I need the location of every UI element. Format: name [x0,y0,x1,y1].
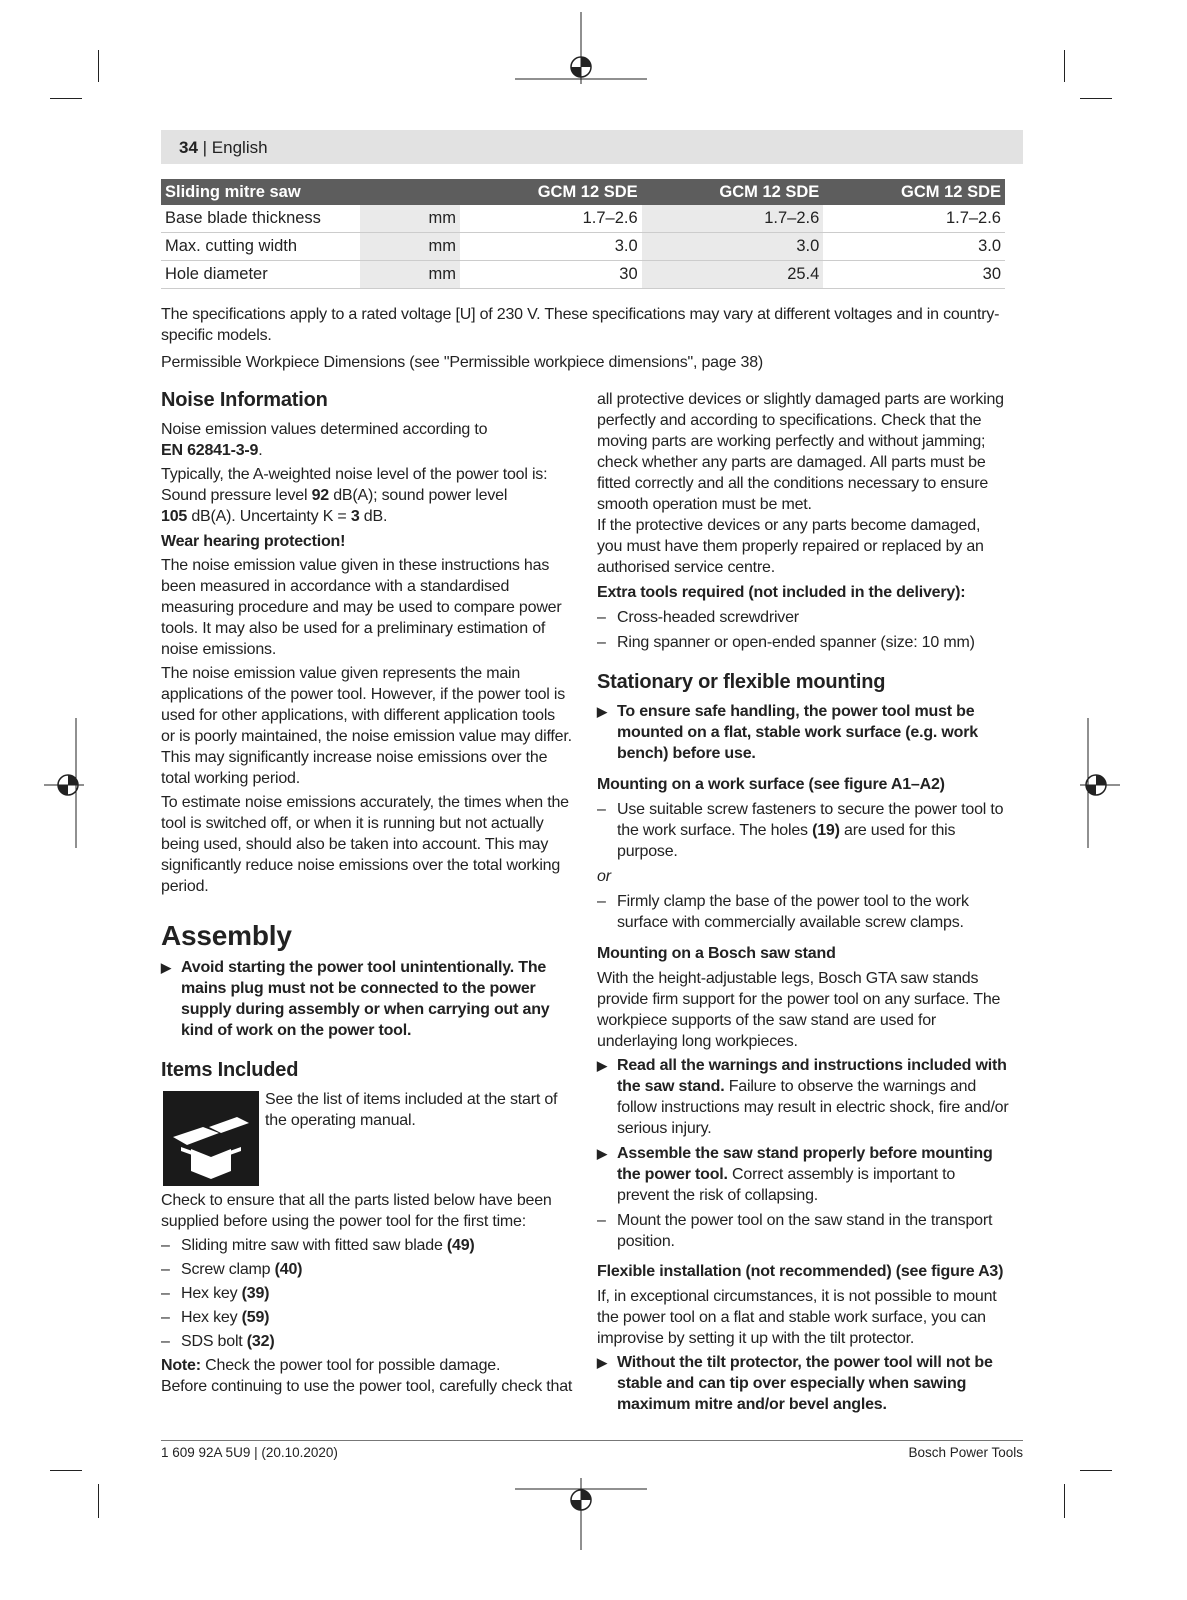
check-text: Check to ensure that all the parts listed below have been supplied before using the power tool for the first time: [161,1192,552,1230]
registration-mark-bottom [515,1478,647,1550]
package-box-icon [163,1091,259,1186]
wear-hearing-protection: Wear hearing protection! [161,533,346,550]
tilt-warning [597,1352,1009,1415]
table-row [161,233,1005,261]
note-text [161,1355,573,1376]
list-item: – Hex key (39) [161,1285,270,1302]
list-item: – Screw clamp (40) [161,1261,303,1278]
text-span: Typically, the A-weighted noise level of the power tool is: Sound pressure level [161,466,548,504]
list-item-text: Hex key [181,1309,242,1326]
table-header: GCM 12 SDE [823,179,1005,205]
footer-brand: Bosch Power Tools [908,1445,1023,1460]
list-item-text: Mount the power tool on the saw stand in the transport position. [617,1212,993,1250]
spec-table [161,179,1005,289]
list-item: – Sliding mitre saw with fitted saw blade (49) [161,1237,475,1254]
work-surface-heading: Mounting on a work surface (see figure A1–A2) [597,776,945,793]
list-item-ref: (39) [241,1285,270,1302]
cell-value: 3.0 [460,233,642,261]
list-item: – Ring spanner or open-ended spanner (size: 10 mm) [597,634,975,651]
extra-tools-heading: Extra tools required (not included in the delivery): [597,584,966,601]
list-item-text: Screw clamp [181,1261,275,1278]
table-header [360,179,460,205]
continued-paragraph: all protective devices or slightly damaged parts are working perfectly and according to specifications. Check that the moving parts are working perfectly and without jamming; check whether any parts are damaged. All parts must be fitted correctly and all the conditions necessary to ensure smooth operation must be met. [597,391,1004,513]
table-header-row [161,179,1005,205]
list-item-ref: (49) [446,1237,475,1254]
warning-text: Read all the warnings and instructions included with the saw stand. [617,1057,1007,1095]
assembly-warning [161,957,573,1041]
flexible-installation-heading: Flexible installation (not recommended) (see figure A3) [597,1263,1004,1280]
list-item: – SDS bolt (32) [161,1333,275,1350]
cell-value: 1.7–2.6 [642,205,824,233]
table-row [161,205,1005,233]
row-label: Base blade thickness [161,205,360,233]
warning-text: Avoid starting the power tool unintentionally. The mains plug must not be connected to the power supply during assembly or when carrying out any kind of work on the power tool. [181,959,550,1039]
continued-paragraph: If the protective devices or any parts become damaged, you must have them properly repaired or replaced by an authorised service centre. [597,517,984,576]
page-footer [161,1440,1023,1460]
row-unit: mm [360,261,460,289]
bosch-stand-text: With the height-adjustable legs, Bosch GTA saw stands provide firm support for the power tool on any surface. The workpiece supports of the saw stand are used for underlaying long workpieces. [597,970,1001,1050]
list-item-ref: (32) [246,1333,275,1350]
standard-code: EN 62841-3-9 [161,442,259,459]
list-item-text: Hex key [181,1285,242,1302]
footer-doc-number: 1 609 92A 5U9 | (20.10.2020) [161,1445,338,1460]
table-header: Sliding mitre saw [161,179,360,205]
saw-stand-warning [597,1055,1009,1139]
cell-value: 3.0 [642,233,824,261]
page-number: 34 [179,138,198,157]
registration-mark-right [1080,718,1120,848]
list-item-text: Sliding mitre saw with fitted saw blade [181,1237,447,1254]
triangle-bullet-icon: ▶ [597,1146,607,1161]
text-span: . [258,442,263,459]
row-label: Hole diameter [161,261,360,289]
triangle-bullet-icon: ▶ [597,704,607,719]
triangle-bullet-icon: ▶ [597,1058,607,1073]
spec-note: The specifications apply to a rated voltage [U] of 230 V. These specifications may vary at different voltages and in country-specific models. [161,306,1000,344]
row-label: Max. cutting width [161,233,360,261]
noise-paragraph: To estimate noise emissions accurately, the times when the tool is switched off, or when it is running but not actually being used, should also be taken into account. This may significantly reduce noise emissions over the total working period. [161,794,569,895]
list-item: – Firmly clamp the base of the power tool to the work surface with commercially available screw clamps. [597,893,969,931]
saw-stand-warning [597,1143,1009,1206]
list-item: – Cross-headed screwdriver [597,609,799,626]
cell-value: 25.4 [642,261,824,289]
list-item: – Use suitable screw fasteners to secure the power tool to the work surface. The holes (19) are used for this purpose. [597,801,1004,860]
triangle-bullet-icon: ▶ [597,1355,607,1370]
flexible-installation-text: If, in exceptional circumstances, it is not possible to mount the power tool on a flat and stable work surface, you can improvise by setting it up with the tilt protector. [597,1288,997,1347]
text-bold: 92 [311,487,329,504]
mounting-heading: Stationary or flexible mounting [597,671,886,693]
items-icon-text: See the list of items included at the start of the operating manual. [265,1091,558,1129]
table-row [161,261,1005,289]
list-item-ref: (19) [812,822,840,839]
cell-value: 3.0 [823,233,1005,261]
list-item-text: are used for this purpose. [617,822,956,860]
list-item-ref: (40) [274,1261,303,1278]
warning-detail: Correct assembly is important to prevent the risk of collapsing. [617,1166,956,1204]
text-bold: 3 [350,508,360,525]
assembly-heading: Assembly [161,920,292,951]
bosch-stand-heading: Mounting on a Bosch saw stand [597,945,836,962]
cell-value: 1.7–2.6 [460,205,642,233]
list-item-text: Firmly clamp the base of the power tool to the work surface with commercially available screw clamps. [617,893,969,931]
warning-text: Without the tilt protector, the power tool will not be stable and can tip over especially when sawing maximum mitre and/or bevel angles. [617,1354,993,1413]
text-span: Noise emission values determined according to [161,421,488,438]
warning-text: To ensure safe handling, the power tool must be mounted on a flat, stable work surface (e.g. work bench) before use. [617,703,978,762]
text-span: dB(A); sound power level [328,487,508,504]
warning-text: Assemble the saw stand properly before mounting the power tool. [617,1145,993,1183]
or-text: or [597,868,611,885]
table-header: GCM 12 SDE [460,179,642,205]
dimensions-reference: Permissible Workpiece Dimensions (see "Permissible workpiece dimensions", page 38) [161,354,764,371]
items-included-heading: Items Included [161,1059,299,1081]
noise-paragraph: The noise emission value given in these instructions has been measured in accordance with a standardised measuring procedure and may be used to compare power tools. It may also be used for a preliminary estimation of noise emissions. [161,557,562,658]
page-language: English [211,138,268,157]
list-item-text: Use suitable screw fasteners to secure the power tool to the work surface. The holes [617,801,1004,839]
page-header: 34 | English [161,130,1023,164]
items-icon-block [161,1089,573,1185]
text-span: dB(A). Uncertainty K = [187,508,351,525]
text-span: dB. [359,508,388,525]
warning-detail: Failure to observe the warnings and follow instructions may result in electric shock, fire and/or serious injury. [617,1078,1009,1137]
list-item-text: Cross-headed screwdriver [617,609,799,626]
text-span: Check the power tool for possible damage. [200,1357,501,1374]
cell-value: 30 [460,261,642,289]
right-column [597,389,1009,1415]
table-header: GCM 12 SDE [642,179,824,205]
cell-value: 30 [823,261,1005,289]
before-text: Before continuing to use the power tool, carefully check that [161,1378,573,1395]
note-label: Note: [161,1357,201,1374]
text-bold: 105 [161,508,188,525]
registration-mark-left [44,718,84,848]
list-item-text: SDS bolt [181,1333,247,1350]
list-item: – Mount the power tool on the saw stand in the transport position. [597,1212,993,1250]
registration-mark-top [515,12,647,84]
mounting-warning [597,701,1009,764]
list-item-text: Ring spanner or open-ended spanner (size: 10 mm) [617,634,975,651]
noise-level-text [161,464,573,527]
noise-standard-text [161,419,573,461]
list-item-ref: (59) [241,1309,270,1326]
list-item: – Hex key (59) [161,1309,270,1326]
left-column [161,387,573,1397]
row-unit: mm [360,233,460,261]
row-unit: mm [360,205,460,233]
cell-value: 1.7–2.6 [823,205,1005,233]
triangle-bullet-icon: ▶ [161,960,171,975]
noise-paragraph: The noise emission value given represents the main applications of the power tool. However, if the power tool is used for other applications, with different application tools or is poorly maintained, the noise emission value may differ. This may significantly increase noise emissions over the total working period. [161,665,572,787]
noise-heading: Noise Information [161,389,328,411]
